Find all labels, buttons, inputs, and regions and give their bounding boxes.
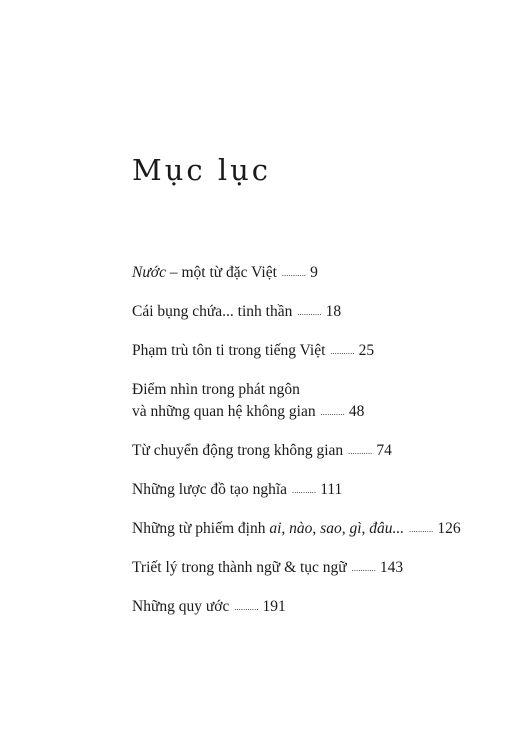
toc-page-number: 191 (262, 598, 286, 615)
toc-leader: ........... (330, 347, 355, 356)
toc-leader: ........... (297, 308, 322, 317)
toc-leader: ........... (281, 269, 307, 278)
toc-entry-cai-bung (132, 301, 522, 325)
toc-entry-title: Phạm trù tôn ti trong tiếng Việt (132, 342, 326, 359)
toc-page-number: 25 (358, 342, 375, 359)
toc-entry-title: Những từ phiếm định (132, 520, 270, 537)
toc-entry-title: và những quan hệ không gian (132, 403, 316, 420)
toc-entry-triet-ly (132, 557, 522, 581)
toc-entry-quy-uoc (132, 596, 522, 620)
toc-page-number: 18 (325, 303, 342, 320)
toc-entry-title: – một từ đặc Việt (165, 264, 277, 281)
toc-entry-title-italic: Nước (132, 264, 166, 281)
toc-entry-nuoc (132, 262, 522, 286)
toc-leader: ........... (348, 447, 373, 456)
toc-entry-phiem-dinh (132, 518, 522, 542)
page-title: Mục lục (132, 153, 272, 187)
toc-entry-title: Những quy ước (132, 598, 230, 615)
toc-entry-title-line1: Điểm nhìn trong phát ngôn (132, 381, 300, 398)
toc-leader: ........... (292, 486, 317, 495)
toc-entry-tu-chuyen-dong (132, 440, 522, 464)
toc-page-number: 126 (437, 520, 461, 537)
table-of-contents (132, 262, 522, 620)
toc-entry-title-italic: ai, nào, sao, gì, đâu... (269, 520, 405, 537)
toc-entry-title: Những lược đồ tạo nghĩa (132, 481, 287, 498)
toc-page-number: 143 (379, 559, 404, 576)
toc-entry-title: Triết lý trong thành ngữ & tục ngữ (132, 559, 347, 576)
toc-page-number: 111 (320, 481, 343, 498)
toc-page-number: 9 (310, 264, 318, 281)
toc-leader: ........... (351, 564, 376, 573)
toc-entry-luoc-do (132, 479, 522, 503)
toc-leader: ........... (234, 603, 259, 612)
toc-entry-pham-tru (132, 340, 522, 364)
toc-entry-title: Cái bụng chứa... tinh thần (132, 303, 293, 320)
toc-page-number: 74 (376, 442, 392, 459)
toc-entry-title: Từ chuyển động trong không gian (132, 442, 344, 459)
toc-page-number: 48 (348, 403, 365, 420)
toc-entry-diem-nhin (132, 379, 522, 425)
toc-leader: ........... (320, 408, 345, 417)
toc-leader: ........... (409, 525, 434, 534)
